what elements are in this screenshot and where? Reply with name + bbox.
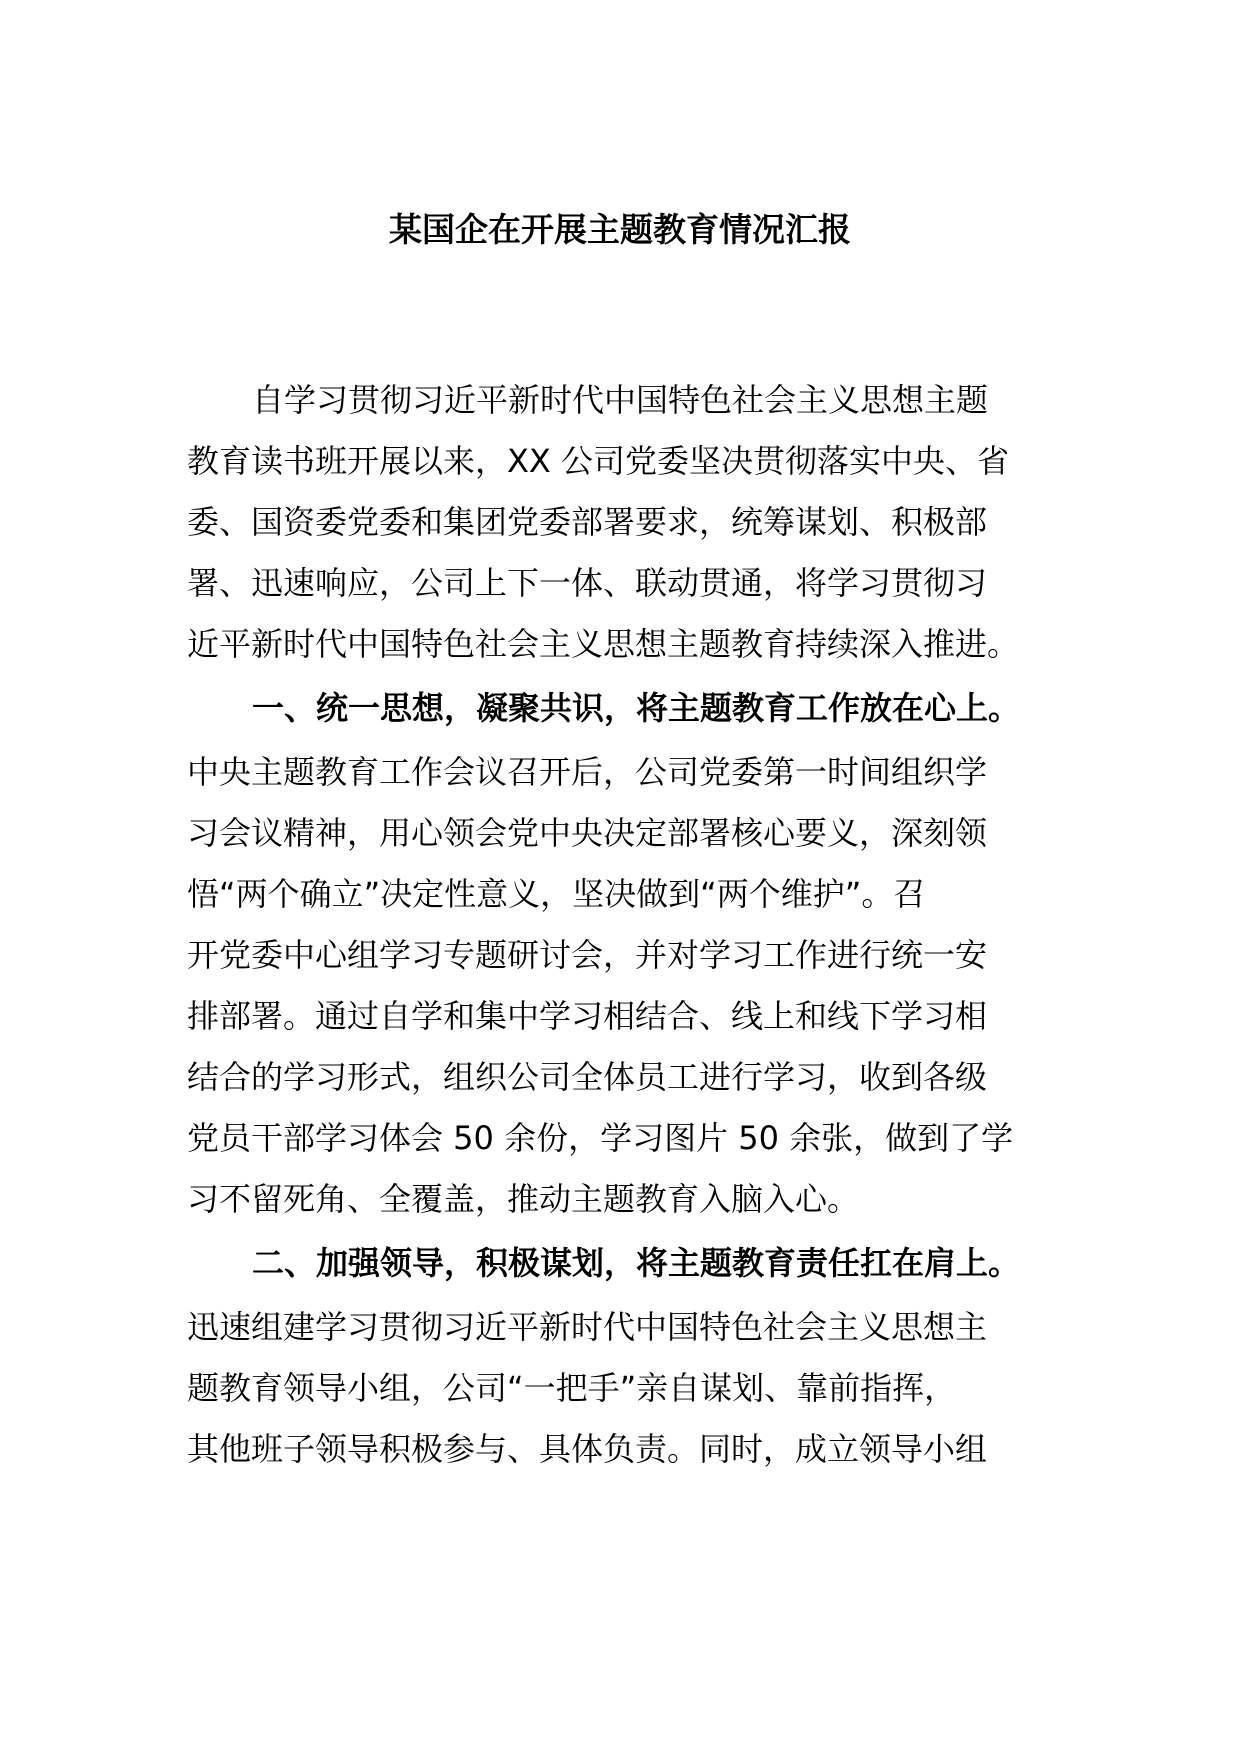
section-heading-1: 一、统一思想，凝聚共识，将主题教育工作放在心上。 — [252, 689, 1021, 727]
document-title: 某国企在开展主题教育情况汇报 — [389, 210, 851, 249]
body-line: 署、迅速响应，公司上下一体、联动贯通，将学习贯彻习 — [187, 564, 988, 602]
body-line: 习不留死角、全覆盖，推动主题教育入脑入心。 — [187, 1180, 860, 1218]
body-line: 习会议精神，用心领会党中央决定部署核心要义，深刻领 — [187, 814, 988, 852]
body-line: 排部署。通过自学和集中学习相结合、线上和线下学习相 — [187, 997, 988, 1035]
body-line: 开党委中心组学习专题研讨会，并对学习工作进行统一安 — [187, 936, 988, 974]
body-line: 结合的学习形式，组织公司全体员工进行学习，收到各级 — [187, 1058, 988, 1096]
section-heading-2: 二、加强领导，积极谋划，将主题教育责任扛在肩上。 — [252, 1244, 1021, 1282]
body-line: 近平新时代中国特色社会主义思想主题教育持续深入推进。 — [187, 625, 1020, 663]
body-line: 党员干部学习体会 50 余份，学习图片 50 余张，做到了学 — [187, 1119, 1014, 1157]
body-line: 悟“两个确立”决定性意义，坚决做到“两个维护”。召 — [187, 875, 926, 913]
body-line: 迅速组建学习贯彻习近平新时代中国特色社会主义思想主 — [187, 1308, 988, 1346]
body-line: 中央主题教育工作会议召开后，公司党委第一时间组织学 — [187, 753, 988, 791]
body-line: 教育读书班开展以来，XX 公司党委坚决贯彻落实中央、省 — [187, 442, 1010, 480]
body-line: 其他班子领导积极参与、具体负责。同时，成立领导小组 — [187, 1430, 988, 1468]
body-line: 委、国资委党委和集团党委部署要求，统筹谋划、积极部 — [187, 503, 988, 541]
body-line: 题教育领导小组，公司“一把手”亲自谋划、靠前指挥， — [187, 1369, 957, 1407]
body-line: 自学习贯彻习近平新时代中国特色社会主义思想主题 — [252, 381, 989, 419]
